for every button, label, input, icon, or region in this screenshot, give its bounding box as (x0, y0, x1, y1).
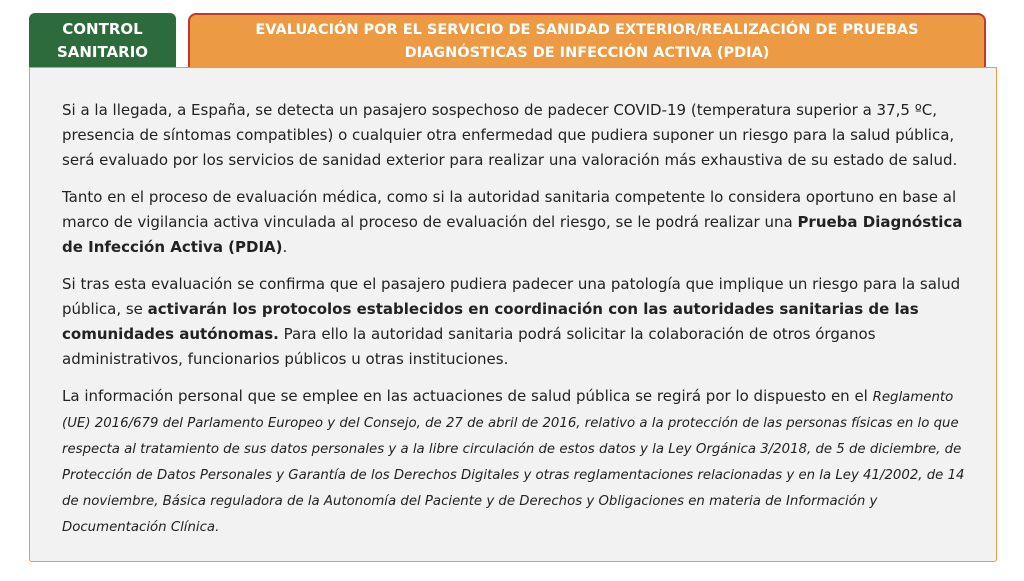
paragraph-2-end: . (282, 238, 288, 256)
tab-evaluacion-pdia[interactable] (188, 13, 986, 68)
legal-reference: Reglamento (UE) 2016/679 del Parlamento Europeo y del Consejo, de 27 de abril de 2016, relativo a la protección de las personas físicas en lo que respecta al tratamiento de sus datos personales y a la libre circulación de estos datos y la Ley Orgánica 3/2018, de 5 de diciembre, de Protección de Datos Personales y Garantía de los Derechos Digitales y otras reglamentaciones relacionadas y en la Ley 41/2002, de 14 de noviembre, Básica reguladora de la Autonomía del Paciente y de Derechos y Obligaciones en materia de Información y Documentación Clínica. (62, 390, 965, 535)
paragraph-1-text: Si a la llegada, a España, se detecta un pasajero sospechoso de padecer COVID-19 (temperatura superior a 37,5 ºC, presencia de síntomas compatibles) o cualquier otra enfermedad que pudiera suponer un riesgo para la salud pública, será evaluado por los servicios de sanidad exterior para realizar una valoración más exhaustiva de su estado de salud. (62, 101, 958, 169)
protocols-highlight: activarán los protocolos establecidos en coordinación con las autoridades sanitarias de las comunidades autónomas. (62, 300, 919, 343)
paragraph-pdia-test (62, 185, 980, 260)
tab-evaluacion-pdia-label: EVALUACIÓN POR EL SERVICIO DE SANIDAD EXTERIOR/REALIZACIÓN DE PRUEBAS DIAGNÓSTICAS DE INFECCIÓN ACTIVA (PDIA) (255, 21, 919, 61)
paragraph-3-text: Si tras esta evaluación se confirma que el pasajero pudiera padecer una patología que implique un riesgo para la salud pública, se (62, 275, 961, 318)
tab-control-sanitario-label: CONTROL SANITARIO (56, 19, 149, 61)
tab-content-panel (29, 67, 997, 562)
tab-control-sanitario[interactable] (29, 13, 176, 68)
paragraph-protocols (62, 272, 980, 372)
paragraph-arrival-screening (62, 98, 980, 173)
paragraph-data-protection (62, 384, 980, 540)
paragraph-3-end: Para ello la autoridad sanitaria podrá solicitar la colaboración de otros órganos administrativos, funcionarios públicos u otras instituciones. (62, 325, 876, 368)
paragraph-4-text: La información personal que se emplee en las actuaciones de salud pública se regirá por lo dispuesto en el (62, 387, 873, 405)
paragraph-2-text: Tanto en el proceso de evaluación médica, como si la autoridad sanitaria competente lo considera oportuno en base al marco de vigilancia activa vinculada al proceso de evaluación del riesgo, se le podrá realizar una (62, 188, 957, 231)
pdia-highlight: Prueba Diagnóstica de Infección Activa (PDIA) (62, 213, 963, 256)
